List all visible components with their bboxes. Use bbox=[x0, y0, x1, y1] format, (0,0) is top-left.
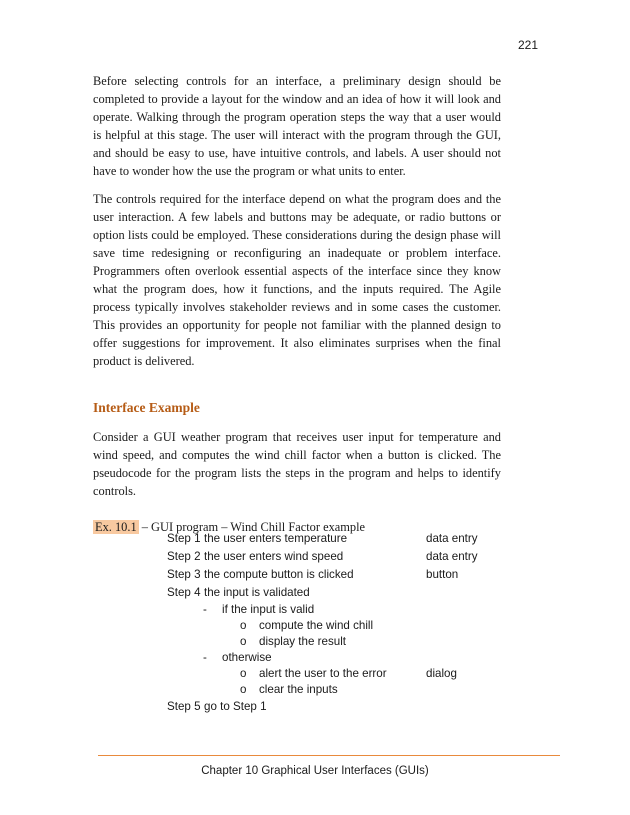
sub-step-row bbox=[167, 650, 497, 666]
bullet-row bbox=[167, 618, 497, 634]
step-control-type: dialog bbox=[426, 667, 457, 680]
paragraph-design-intro: Before selecting controls for an interface, a preliminary design should be completed to provide a layout for the window and an idea of how it will look and operate. Walking through the program operation steps the way that a user would is helpful at this stage. The user will interact with the program through the GUI, and should be easy to use, have intuitive controls, and labels. A user should not have to wonder how the use the program or what units to enter. bbox=[93, 74, 501, 178]
step-control-type: button bbox=[426, 568, 459, 581]
step-text: the compute button is clicked bbox=[204, 568, 354, 581]
step-text: go to Step 1 bbox=[204, 700, 267, 713]
step-number: Step 5 bbox=[167, 700, 201, 713]
bullet-marker: o bbox=[240, 683, 247, 696]
step-row bbox=[167, 566, 497, 584]
bullet-row bbox=[167, 666, 497, 682]
step-row bbox=[167, 530, 497, 548]
step-number: Step 3 bbox=[167, 568, 201, 581]
bullet-text: display the result bbox=[259, 635, 346, 648]
page-content bbox=[93, 72, 501, 547]
section-title: Interface Example bbox=[93, 400, 200, 415]
sub-step-row bbox=[167, 602, 497, 618]
bullet-row bbox=[167, 634, 497, 650]
bullet-text: alert the user to the error bbox=[259, 667, 387, 680]
step-control-type: data entry bbox=[426, 550, 478, 563]
bullet-text: compute the wind chill bbox=[259, 619, 374, 632]
bullet-marker: o bbox=[240, 619, 247, 632]
step-text: the user enters wind speed bbox=[204, 550, 344, 563]
step-row bbox=[167, 548, 497, 566]
bullet-row bbox=[167, 682, 497, 698]
footer-divider bbox=[98, 755, 560, 756]
dash-marker: - bbox=[203, 651, 207, 664]
bullet-marker: o bbox=[240, 635, 247, 648]
step-number: Step 2 bbox=[167, 550, 201, 563]
sub-step-text: if the input is valid bbox=[222, 603, 315, 616]
paragraph-interface-example: Consider a GUI weather program that receives user input for temperature and wind speed, and computes the wind chill factor when a button is clicked. The pseudocode for the program lists the steps in the program and helps to identify controls. bbox=[93, 430, 501, 498]
bullet-text: clear the inputs bbox=[259, 683, 338, 696]
step-number: Step 4 bbox=[167, 586, 201, 599]
dash-marker: - bbox=[203, 603, 207, 616]
example-caption-text: – GUI program – Wind Chill Factor example bbox=[138, 520, 366, 534]
step-text: the input is validated bbox=[204, 586, 310, 599]
footer-chapter-title: Chapter 10 Graphical User Interfaces (GUIs) bbox=[201, 765, 429, 777]
step-row bbox=[167, 698, 497, 716]
sub-step-text: otherwise bbox=[222, 651, 272, 664]
page-number: 221 bbox=[517, 38, 538, 52]
paragraph-controls: The controls required for the interface depend on what the program does and the user interaction. A few labels and buttons may be adequate, or radio buttons or option lists could be employed. These considerations during the design phase will save time redesigning or reconfiguring an inadequate or problem interface. Programmers often overlook essential aspects of the interface since they know what the program does, how it functions, and the inputs required. The Agile process typically involves stakeholder reviews and in some cases the customer. This provides an opportunity for people not familiar with the planned design to offer suggestions for improvement. It also eliminates surprises when the final product is delivered. bbox=[93, 192, 501, 368]
bullet-marker: o bbox=[240, 667, 247, 680]
step-text: the user enters temperature bbox=[204, 532, 348, 545]
step-number: Step 1 bbox=[167, 532, 201, 545]
step-row bbox=[167, 584, 497, 602]
pseudocode-steps bbox=[167, 530, 497, 716]
step-control-type: data entry bbox=[426, 532, 478, 545]
example-ref-highlight: Ex. 10.1 bbox=[95, 520, 137, 534]
